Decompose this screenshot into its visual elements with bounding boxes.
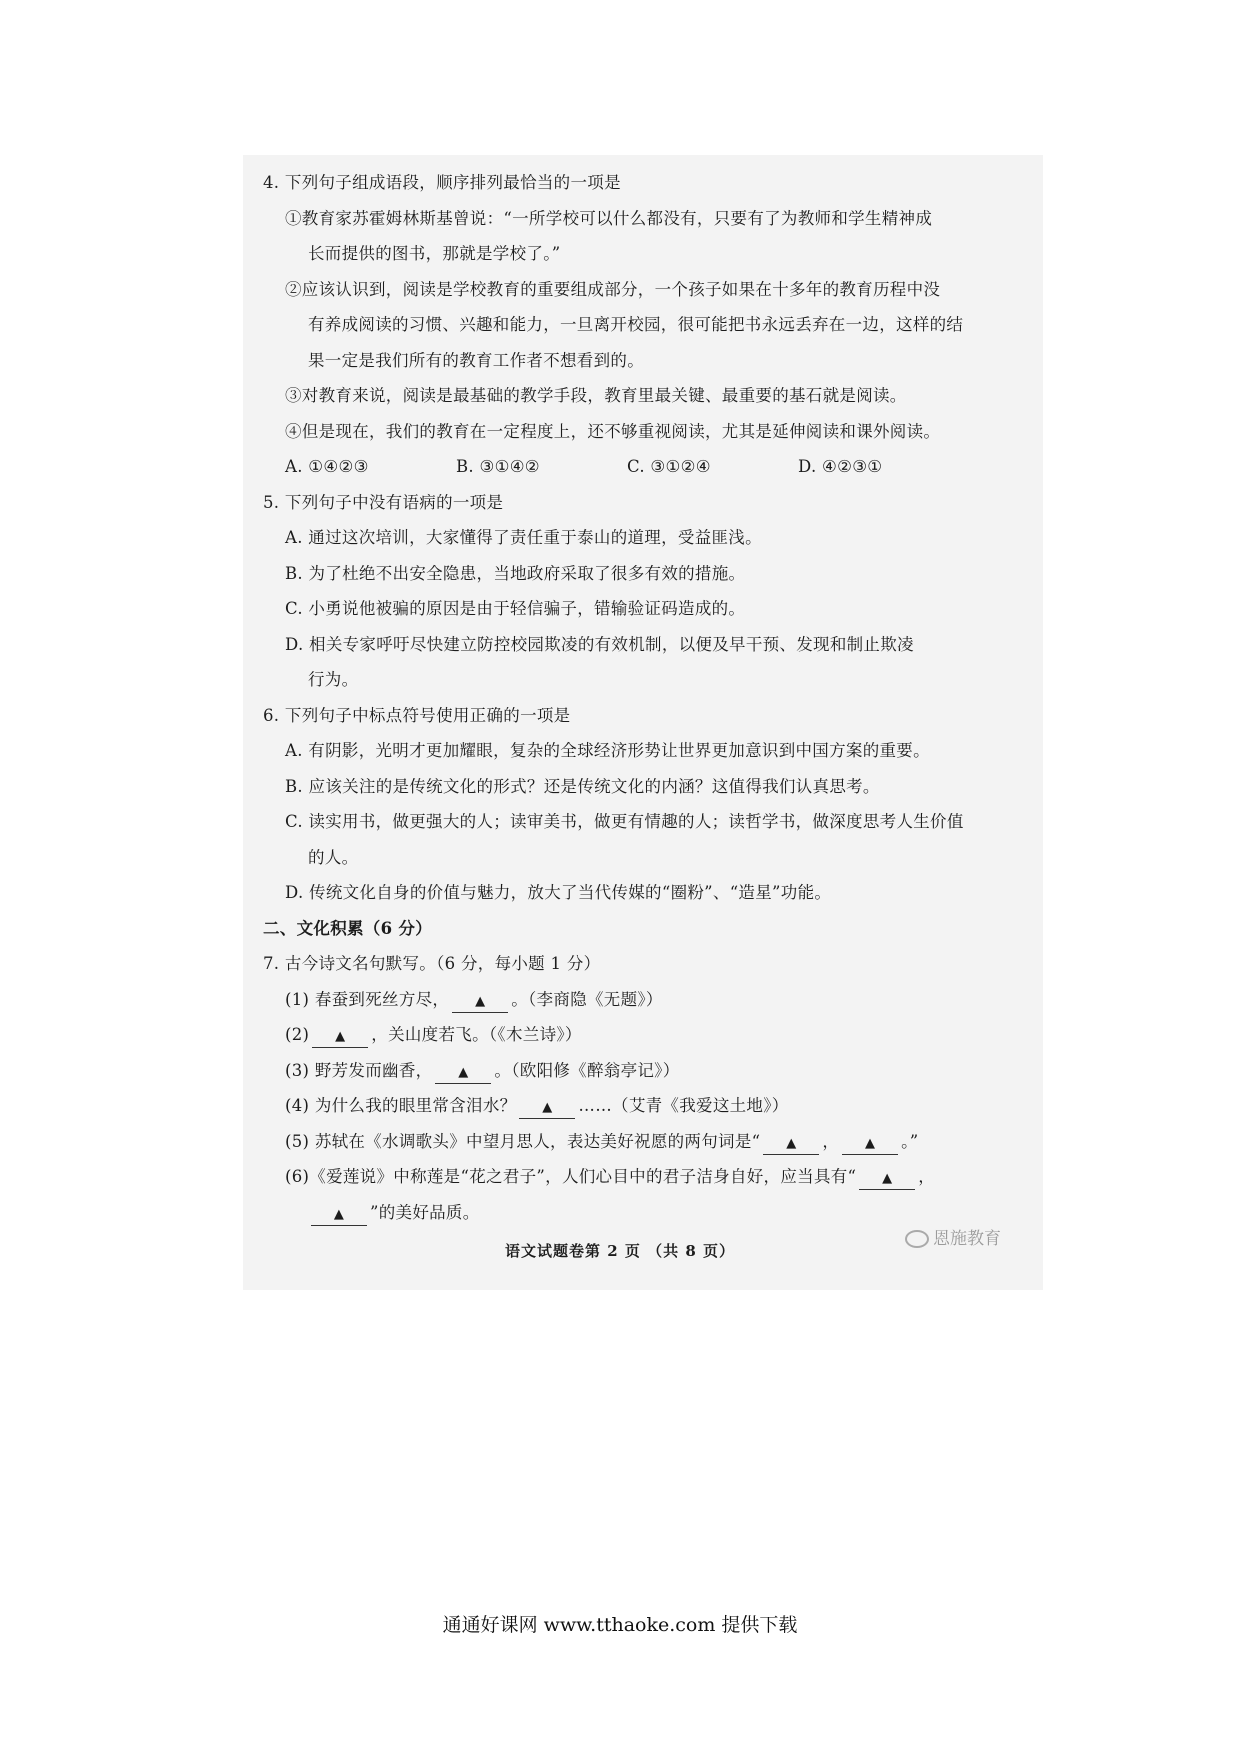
q4-sentence-4: ④但是现在，我们的教育在一定程度上，还不够重视阅读，尤其是延伸阅读和课外阅读。	[285, 421, 941, 441]
triangle-mark-icon: ▲	[475, 993, 486, 1009]
q7-item-1-pre: (1) 春蚕到死丝方尽，	[285, 989, 450, 1009]
q6-option-a: A. 有阴影，光明才更加耀眼，复杂的全球经济形势让世界更加意识到中国方案的重要。	[285, 741, 930, 760]
q7-item-3	[263, 1053, 983, 1089]
q6-option-c-cont: 的人。	[308, 847, 359, 867]
q4-sentence-1: ①教育家苏霍姆林斯基曾说：“一所学校可以什么都没有，只要有了为教师和学生精神成	[285, 208, 933, 228]
q5-option-b: B. 为了杜绝不出安全隐患，当地政府采取了很多有效的措施。	[285, 563, 746, 583]
q4-option-a: A. ①④②③	[285, 457, 369, 476]
q4-sentence-2-cont2: 果一定是我们所有的教育工作者不想看到的。	[308, 350, 644, 370]
q4-option-b: B. ③①④②	[456, 457, 540, 476]
q7-item-5-pre: (5) 苏轼在《水调歌头》中望月思人，表达美好祝愿的两句词是“	[285, 1131, 761, 1151]
q4-option-d: D. ④②③①	[798, 457, 883, 476]
q7-item-6-cont	[263, 1195, 983, 1231]
q7-item-4	[263, 1088, 983, 1124]
q4-sentence-1-cont: 长而提供的图书，那就是学校了。”	[308, 244, 561, 263]
q7-item-6-mid: ，	[918, 1167, 936, 1186]
q5-option-d-cont: 行为。	[308, 670, 359, 689]
q5-option-a: A. 通过这次培训，大家懂得了责任重于泰山的道理，受益匪浅。	[285, 528, 762, 547]
answer-blank[interactable]	[763, 1132, 819, 1155]
q7-item-1	[263, 982, 983, 1018]
q5-option-d: D. 相关专家呼吁尽快建立防控校园欺凌的有效机制，以便及早干预、发现和制止欺凌	[285, 634, 914, 654]
answer-blank[interactable]	[311, 1203, 367, 1226]
triangle-mark-icon: ▲	[786, 1135, 797, 1151]
q7-item-5-post: 。”	[901, 1131, 919, 1151]
q5-option-c: C. 小勇说他被骗的原因是由于轻信骗子，错输验证码造成的。	[285, 599, 746, 618]
exam-content	[263, 165, 983, 1230]
answer-blank[interactable]	[519, 1096, 575, 1119]
answer-blank[interactable]	[312, 1025, 368, 1048]
page-footer: 语文试题卷第 2 页 （共 8 页）	[505, 1242, 735, 1260]
triangle-mark-icon: ▲	[458, 1064, 469, 1080]
answer-blank[interactable]	[452, 990, 508, 1013]
answer-blank[interactable]	[859, 1167, 915, 1190]
triangle-mark-icon: ▲	[335, 1029, 346, 1044]
q7-stem: 7. 古今诗文名句默写。（6 分，每小题 1 分）	[263, 954, 601, 973]
q7-item-3-pre: (3) 野芳发而幽香，	[285, 1060, 433, 1080]
q4-options	[263, 449, 983, 485]
q6-option-d: D. 传统文化自身的价值与魅力，放大了当代传媒的“圈粉”、“造星”功能。	[285, 883, 832, 902]
triangle-mark-icon: ▲	[882, 1171, 893, 1186]
q7-item-5	[263, 1124, 983, 1160]
q7-item-6-post: ”的美好品质。	[370, 1202, 480, 1222]
download-note: 通通好课网 www.tthaoke.com 提供下载	[442, 1614, 798, 1636]
q4-sentence-3: ③对教育来说，阅读是最基础的教学手段，教育里最关键、最重要的基石就是阅读。	[285, 386, 907, 405]
triangle-mark-icon: ▲	[333, 1206, 345, 1222]
answer-blank[interactable]	[842, 1132, 898, 1155]
q7-item-1-post: 。（李商隐《无题》）	[511, 989, 663, 1009]
triangle-mark-icon: ▲	[542, 1100, 553, 1115]
q6-option-b: B. 应该关注的是传统文化的形式？还是传统文化的内涵？这值得我们认真思考。	[285, 776, 880, 796]
answer-blank[interactable]	[435, 1061, 491, 1084]
section-heading: 二、文化积累（6 分）	[263, 918, 433, 938]
q4-option-c: C. ③①②④	[627, 457, 711, 476]
q4-sentence-2-cont: 有养成阅读的习惯、兴趣和能力，一旦离开校园，很可能把书永远丢弃在一边，这样的结	[308, 315, 964, 334]
q7-item-2-pre: (2)	[285, 1025, 310, 1044]
q7-item-4-pre: (4) 为什么我的眼里常含泪水？	[285, 1096, 517, 1115]
q7-item-6-pre: (6)《爱莲说》中称莲是“花之君子”，人们心目中的君子洁身自好，应当具有“	[285, 1167, 857, 1186]
triangle-mark-icon: ▲	[865, 1135, 876, 1151]
q6-stem: 6. 下列句子中标点符号使用正确的一项是	[263, 705, 571, 725]
q4-sentence-2: ②应该认识到，阅读是学校教育的重要组成部分，一个孩子如果在十多年的教育历程中没	[285, 279, 941, 299]
q7-item-2	[263, 1017, 983, 1053]
watermark-text: 恩施教育	[933, 1229, 1001, 1249]
q6-option-c: C. 读实用书，做更强大的人；读审美书，做更有情趣的人；读哲学书，做深度思考人生价值	[285, 812, 964, 831]
q7-item-4-post: ……（艾青《我爱这土地》）	[578, 1096, 789, 1115]
q7-item-5-mid: ，	[822, 1131, 840, 1151]
q7-item-2-post: ，关山度若飞。（《木兰诗》）	[371, 1025, 582, 1044]
q7-item-3-post: 。（欧阳修《醉翁亭记》）	[494, 1060, 680, 1080]
q7-item-6	[263, 1159, 983, 1195]
q5-stem: 5. 下列句子中没有语病的一项是	[263, 492, 504, 512]
q4-stem: 4. 下列句子组成语段，顺序排列最恰当的一项是	[263, 173, 621, 192]
